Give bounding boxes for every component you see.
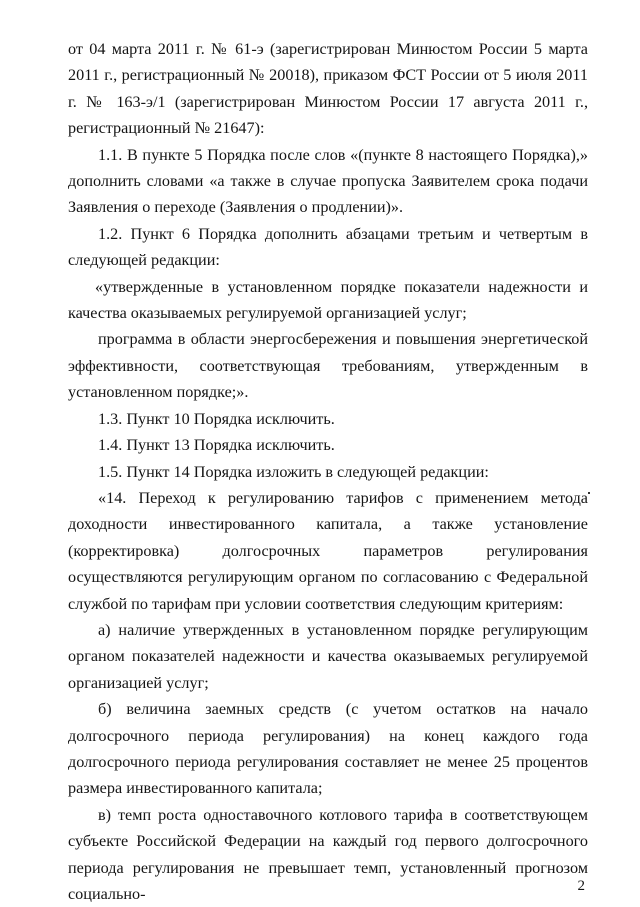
scan-mark xyxy=(588,492,590,494)
paragraph-item-14: «14. Переход к регулированию тарифов с применением метода доходности инвестированного капитала, а также установление (корректировка) долгосрочных параметров регулирования осуществляются регулирующим органом по согласованию с Федеральной службой по тарифам при условии соответствия следующим критериям: xyxy=(68,488,588,613)
paragraph-intro: от 04 марта 2011 г. № 61-э (зарегистрирован Минюстом России 5 марта 2011 г., регистрационный № 20018), приказом ФСТ России от 5 июля 2011 г. № 163-э/1 (зарегистрирован Минюстом России 17 августа 2011 г., регистрационный № 21647): xyxy=(68,40,588,138)
paragraph-1-5: 1.5. Пункт 14 Порядка изложить в следующей редакции: xyxy=(98,462,489,481)
paragraph-1-3: 1.3. Пункт 10 Порядка исключить. xyxy=(98,409,335,428)
paragraph-1-1: 1.1. В пункте 5 Порядка после слов «(пункте 8 настоящего Порядка),» дополнить словами «а также в случае пропуска Заявителем срока подачи Заявления о переходе (Заявления о продлении)». xyxy=(68,145,588,217)
page-number: 2 xyxy=(577,878,585,894)
paragraph-criterion-v: в) темп роста одноставочного котлового тарифа в соответствующем субъекте Российской Федерации на каждый год первого долгосрочного периода регулирования не превышает темп, установленный прогнозом социально- xyxy=(68,805,588,903)
paragraph-quote-program: программа в области энергосбережения и повышения энергетической эффективности, соответствующая требованиям, утвержденным в установленном порядке;». xyxy=(68,330,588,402)
paragraph-1-2: 1.2. Пункт 6 Порядка дополнить абзацами третьим и четвертым в следующей редакции: xyxy=(68,224,588,270)
body-text xyxy=(68,36,588,907)
paragraph-quote-indicators: «утвержденные в установленном порядке показатели надежности и качества оказываемых регулируемой организацией услуг; xyxy=(68,277,588,323)
paragraph-criterion-a: а) наличие утвержденных в установленном порядке регулирующим органом показателей надежности и качества оказываемых регулируемой организацией услуг; xyxy=(68,620,588,692)
paragraph-criterion-b: б) величина заемных средств (с учетом остатков на начало долгосрочного периода регулирования) на конец каждого года долгосрочного периода регулирования составляет не менее 25 процентов размера инвестированного капитала; xyxy=(68,700,588,798)
paragraph-1-4: 1.4. Пункт 13 Порядка исключить. xyxy=(98,436,335,455)
